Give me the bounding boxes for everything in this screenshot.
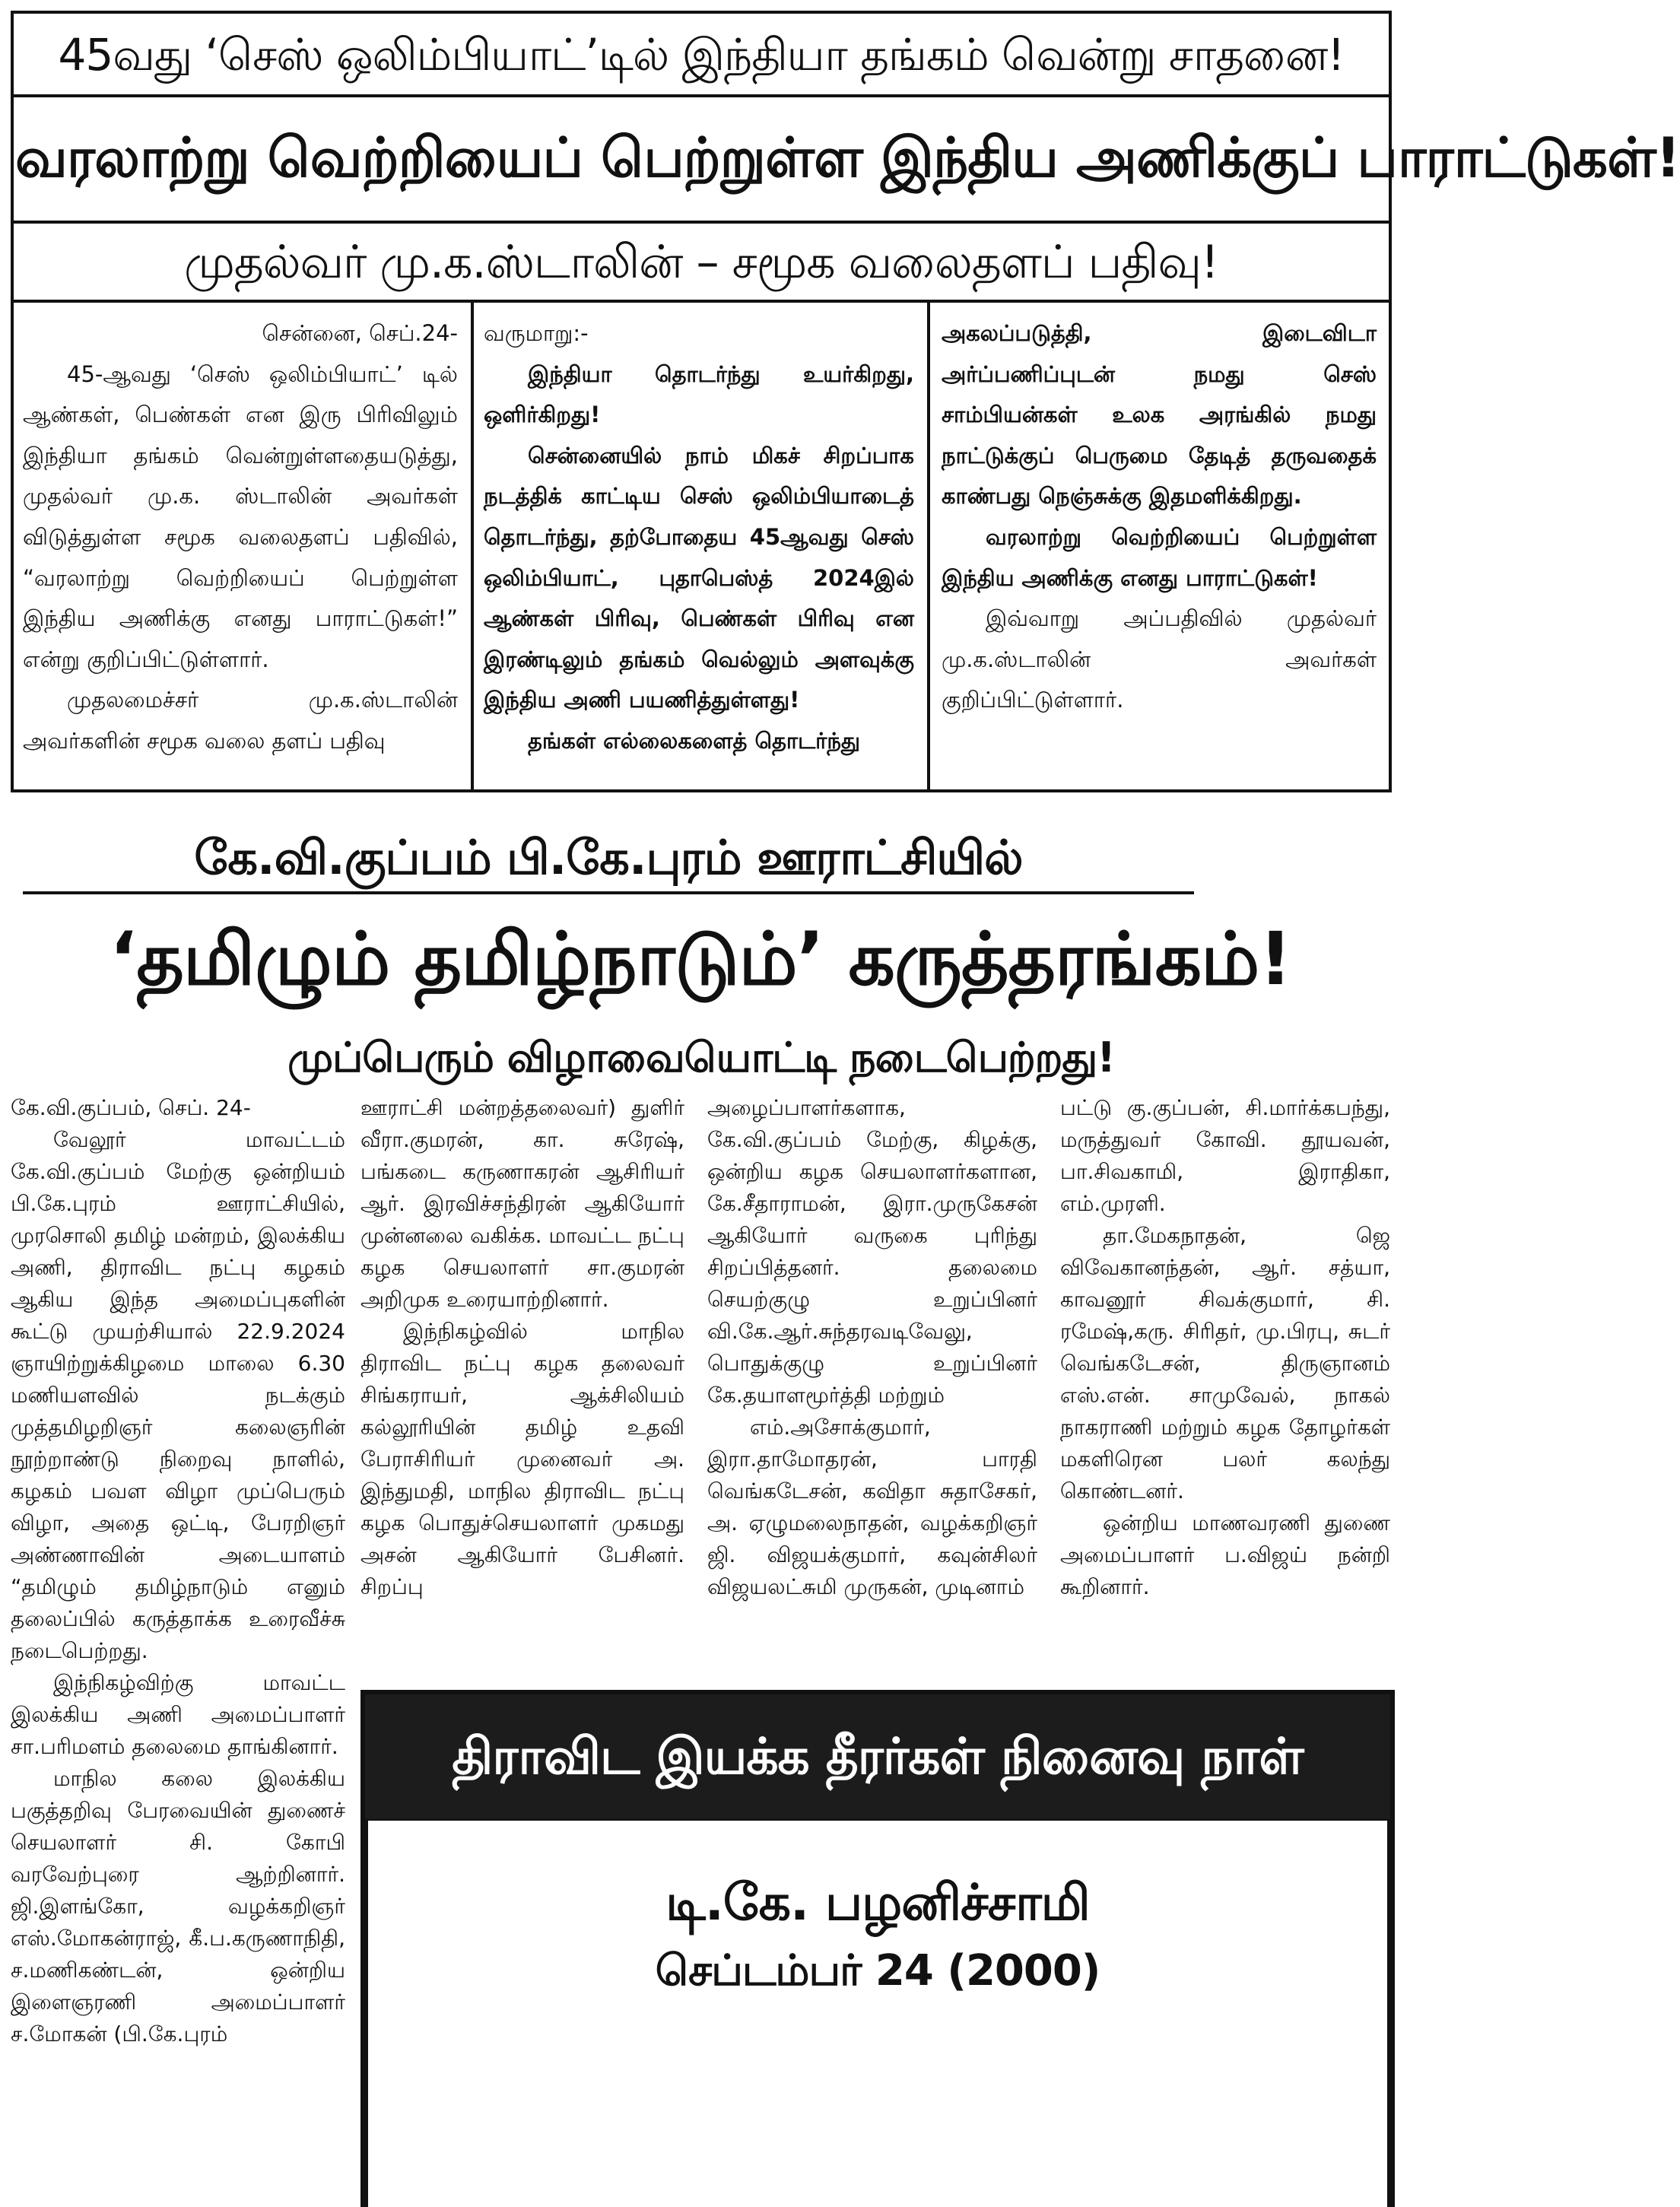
memorial-name: டி.கே. பழனிச்சாமி [665, 1873, 1090, 1932]
paragraph: இவ்வாறு அப்பதிவில் முதல்வர் மு.க.ஸ்டாலின் அவர்கள் குறிப்பிட்டுள்ளார். [942, 605, 1377, 713]
paragraph: ஊராட்சி மன்றத்தலைவர்) துளிர் வீரா.குமரன், கா. சுரேஷ், பங்கடை கருணாகரன் ஆசிரியர் ஆர். இரவிச்சந்திரன் ஆகியோர் முன்னலை வகிக்க. மாவட்ட நட்பு கழக செயலாளர் சா.குமரன் அறிமுக உரையாற்றினார். [360, 1095, 684, 1312]
second-column-4 [1060, 1092, 1390, 1603]
paragraph: தங்கள் எல்லைகளைத் தொடர்ந்து [528, 727, 861, 754]
memorial-title-bar [365, 1694, 1390, 1819]
top-column-1 [23, 313, 458, 762]
paragraph: அழைப்பாளர்களாக, கே.வி.குப்பம் மேற்கு, கிழக்கு, ஒன்றிய கழக செயலாளர்களான, கே.சீதாராமன், இரா.முருகேசன் ஆகியோர் வருகை புரிந்து சிறப்பித்தனர். தலைமை செயற்குழு உறுப்பினர் வி.கே.ஆர்.சுந்தரவடிவேலு, பொதுக்குழு உறுப்பினர் கே.தயாளமூர்த்தி மற்றும் [707, 1095, 1037, 1408]
memorial-title: திராவிட இயக்க தீரர்கள் நினைவு நாள் [452, 1727, 1304, 1786]
top-kicker: 45வது ‘செஸ் ஒலிம்பியாட்’டில் இந்தியா தங்கம் வென்று சாதனை! [58, 29, 1345, 81]
divider [11, 94, 1392, 97]
paragraph: 45-ஆவது ‘செஸ் ஒலிம்பியாட்’ டில் ஆண்கள், பெண்கள் என இரு பிரிவிலும் இந்தியா தங்கம் வென்றுள்ளதையடுத்து, முதல்வர் மு.க. ஸ்டாலின் அவர்கள் விடுத்துள்ள சமூக வலைதளப் பதிவில், “வரலாற்று வெற்றியைப் பெற்றுள்ள இந்திய அணிக்கு எனது பாராட்டுகள்!” என்று குறிப்பிட்டுள்ளார். [23, 360, 458, 672]
paragraph: வருமாறு:- [484, 320, 589, 346]
second-column-3 [707, 1092, 1037, 1603]
second-kicker: கே.வி.குப்பம் பி.கே.புரம் ஊராட்சியில் [194, 830, 1023, 885]
memorial-body [368, 1821, 1387, 2207]
paragraph: பட்டு கு.குப்பன், சி.மார்க்கபந்து, மருத்துவர் கோவி. தூயவன், பா.சிவகாமி, இராதிகா, எம்.முரளி. [1060, 1095, 1390, 1216]
dateline: கே.வி.குப்பம், செப். 24- [11, 1095, 251, 1120]
top-subhead: முதல்வர் மு.க.ஸ்டாலின் – சமூக வலைதளப் பதிவு! [184, 236, 1218, 289]
paragraph: வரலாற்று வெற்றியைப் பெற்றுள்ள இந்திய அணிக்கு எனது பாராட்டுகள்! [942, 523, 1377, 591]
paragraph: மாநில கலை இலக்கிய பகுத்தறிவு பேரவையின் துணைச் செயலாளர் சி. கோபி வரவேற்புரை ஆற்றினார். ஜி.இளங்கோ, வழக்கறிஞர் எஸ்.மோகன்ராஜ், கீ.ப.கருணாநிதி, ச.மணிகண்டன், ஒன்றிய இளைஞரணி அமைப்பாளர் ச.மோகன் (பி.கே.புரம் [11, 1766, 345, 2047]
second-subhead: முப்பெரும் விழாவையொட்டி நடைபெற்றது! [287, 1034, 1115, 1081]
dateline: சென்னை, செப்.24- [262, 320, 458, 346]
paragraph: முதலமைச்சர் மு.க.ஸ்டாலின் அவர்களின் சமூக வலை தளப் பதிவு [23, 687, 458, 754]
paragraph: எம்.அசோக்குமார், இரா.தாமோதரன், பாரதி வெங்கடேசன், கவிதா சுதாசேகர், அ. ஏழுமலைநாதன், வழக்கறிஞர் ஜி. விஜயக்குமார், கவுன்சிலர் விஜயலட்சுமி முருகன், முடினாம் [707, 1415, 1037, 1599]
paragraph: இந்நிகழ்வில் மாநில திராவிட நட்பு கழக தலைவர் சிங்கராயர், ஆக்சிலியம் கல்லூரியின் தமிழ் உதவி பேராசிரியர் முனைவர் அ. இந்துமதி, மாநில திராவிட நட்பு கழக பொதுச்செயலாளர் முகமது அசன் ஆகியோர் பேசினர். சிறப்பு [360, 1319, 684, 1599]
second-column-2 [360, 1092, 684, 1603]
paragraph: தா.மேகநாதன், ஜெ விவேகானந்தன், ஆர். சத்யா, காவனூர் சிவக்குமார், சி. ரமேஷ்,கரு. சிரிதர், மு.பிரபு, சுடர் வெங்கடேசன், திருஞானம் எஸ்.என். சாமுவேல், நாகல் நாகராணி மற்றும் கழக தோழர்கள் மகளிரென பலர் கலந்து கொண்டனர். [1060, 1223, 1390, 1504]
second-headline: ‘தமிழும் தமிழ்நாடும்’ கருத்தரங்கம்! [109, 916, 1292, 1002]
paragraph: இந்தியா தொடர்ந்து உயர்கிறது, ஒளிர்கிறது! [484, 360, 914, 428]
top-column-2 [484, 313, 914, 762]
top-headline: வரலாற்று வெற்றியைப் பெற்றுள்ள இந்திய அணிக்குப் பாராட்டுகள்! [15, 125, 1680, 189]
top-column-3 [942, 313, 1377, 721]
memorial-box [360, 1690, 1395, 2207]
paragraph: சென்னையில் நாம் மிகச் சிறப்பாக நடத்திக் காட்டிய செஸ் ஒலிம்பியாடைத் தொடர்ந்து, தற்போதைய 45ஆவது செஸ் ஒலிம்பியாட், புதாபெஸ்த் 2024இல் ஆண்கள் பிரிவு, பெண்கள் பிரிவு என இரண்டிலும் தங்கம் வெல்லும் அளவுக்கு இந்திய அணி பயணித்துள்ளது! [484, 442, 914, 713]
divider [11, 300, 1392, 303]
column-rule [927, 303, 930, 789]
paragraph: வேலூர் மாவட்டம் கே.வி.குப்பம் மேற்கு ஒன்றியம் பி.கே.புரம் ஊராட்சியில், முரசொலி தமிழ் மன்றம், இலக்கிய அணி, திராவிட நட்பு கழகம் ஆகிய இந்த அமைப்புகளின் கூட்டு முயற்சியால் 22.9.2024 ஞாயிற்றுக்கிழமை மாலை 6.30 மணியளவில் நடக்கும் முத்தமிழறிஞர் கலைஞரின் நூற்றாண்டு நிறைவு நாளில், கழகம் பவள விழா முப்பெரும் விழா, அதை ஒட்டி, பேரறிஞர் அண்ணாவின் அடையாளம் “தமிழும் தமிழ்நாடும் எனும் தலைப்பில் கருத்தாக்க உரைவீச்சு நடைபெற்றது. [11, 1127, 345, 1663]
column-rule [471, 303, 474, 789]
divider [11, 221, 1392, 224]
paragraph: ஒன்றிய மாணவரணி துணை அமைப்பாளர் ப.விஜய் நன்றி கூறினார். [1060, 1510, 1390, 1599]
second-column-1 [11, 1092, 345, 2050]
paragraph: அகலப்படுத்தி, இடைவிடா அர்ப்பணிப்புடன் நமது செஸ் சாம்பியன்கள் உலக அரங்கில் நமது நாட்டுக்குப் பெருமை தேடித் தருவதைக் காண்பது நெஞ்சுக்கு இதமளிக்கிறது. [942, 320, 1377, 510]
paragraph: இந்நிகழ்விற்கு மாவட்ட இலக்கிய அணி அமைப்பாளர் சா.பரிமளம் தலைமை தாங்கினார். [11, 1670, 345, 1759]
memorial-date: செப்டம்பர் 24 (2000) [655, 1946, 1100, 1996]
